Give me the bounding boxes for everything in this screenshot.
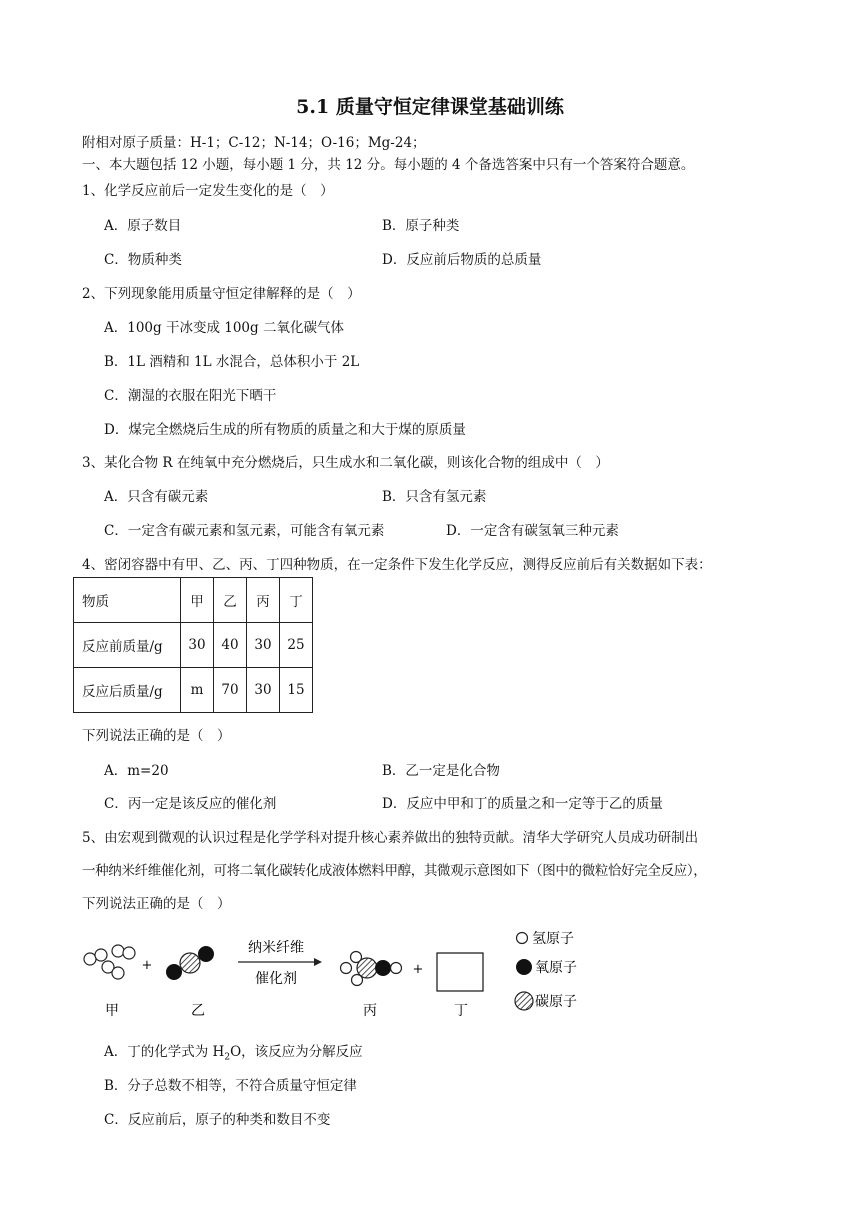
table-cell: 反应后质量/g bbox=[74, 668, 181, 713]
subscript-2: 2 bbox=[224, 1052, 231, 1063]
table-row bbox=[74, 668, 313, 713]
question-4-option-b: B．乙一定是化合物 bbox=[382, 763, 500, 779]
question-2-option-b: B．1L 酒精和 1L 水混合，总体积小于 2L bbox=[104, 354, 360, 370]
question-3-option-a: A．只含有碳元素 bbox=[104, 489, 209, 505]
table-cell: 30 bbox=[247, 623, 280, 668]
table-cell: 15 bbox=[280, 668, 313, 713]
section-instructions: 一、本大题包括 12 小题，每小题 1 分，共 12 分。每小题的 4 个备选答案中只有一个答案符合题意。 bbox=[82, 157, 695, 173]
label-yi: 乙 bbox=[191, 1003, 205, 1019]
plus-sign: + bbox=[412, 962, 424, 977]
option-a-text-part-2: O，该反应为分解反应 bbox=[230, 1044, 363, 1060]
question-1-stem: 1、化学反应前后一定发生变化的是（ ） bbox=[82, 183, 334, 199]
question-3-option-c: C．一定含有碳元素和氢元素，可能含有氧元素 bbox=[104, 523, 385, 539]
option-a-text-part-1: A．丁的化学式为 H bbox=[104, 1044, 225, 1060]
hydrogen-molecules-group bbox=[84, 945, 135, 979]
label-bing: 丙 bbox=[363, 1003, 377, 1019]
question-1-option-b: B．原子种类 bbox=[382, 218, 460, 234]
table-cell: 30 bbox=[247, 668, 280, 713]
question-1-option-c: C．物质种类 bbox=[104, 252, 182, 268]
question-2-option-d: D．煤完全燃烧后生成的所有物质的质量之和大于煤的原质量 bbox=[104, 422, 466, 438]
plus-sign: + bbox=[141, 958, 153, 973]
mass-data-table bbox=[73, 577, 313, 713]
carbon-dioxide-molecule bbox=[166, 946, 214, 980]
table-cell: m bbox=[181, 668, 214, 713]
question-4-stem: 4、密闭容器中有甲、乙、丙、丁四种物质，在一定条件下发生化学反应，测得反应前后有关数据如下表： bbox=[82, 557, 712, 573]
question-2-option-a: A．100g 干冰变成 100g 二氧化碳气体 bbox=[104, 320, 344, 336]
catalyst-label-top: 纳米纤维 bbox=[248, 940, 304, 956]
unknown-product-box bbox=[437, 953, 483, 991]
question-2-stem: 2、下列现象能用质量守恒定律解释的是（ ） bbox=[82, 286, 361, 302]
table-cell: 反应前质量/g bbox=[74, 623, 181, 668]
question-5-stem-line-2: 一种纳米纤维催化剂，可将二氧化碳转化成液体燃料甲醇，其微观示意图如下（图中的微粒恰好完全反应）， bbox=[82, 863, 707, 879]
table-cell: 25 bbox=[280, 623, 313, 668]
oxygen-atom-icon bbox=[516, 959, 532, 975]
label-jia: 甲 bbox=[105, 1003, 119, 1019]
question-5-option-b: B．分子总数不相等，不符合质量守恒定律 bbox=[104, 1078, 357, 1094]
page-title: 5.1 质量守恒定律课堂基础训练 bbox=[296, 96, 564, 118]
catalyst-label-bottom: 催化剂 bbox=[255, 971, 297, 987]
table-header-cell: 甲 bbox=[181, 578, 214, 623]
legend-hydrogen: 氢原子 bbox=[532, 931, 574, 947]
carbon-atom-icon bbox=[515, 992, 533, 1010]
methanol-molecule bbox=[341, 952, 402, 986]
question-2-option-c: C．潮湿的衣服在阳光下晒干 bbox=[104, 388, 277, 404]
question-3-option-d: D．一定含有碳氢氧三种元素 bbox=[446, 523, 619, 539]
table-header-cell: 丙 bbox=[247, 578, 280, 623]
question-4-option-d: D．反应中甲和丁的质量之和一定等于乙的质量 bbox=[382, 796, 663, 812]
question-5-stem-line-3: 下列说法正确的是（ ） bbox=[82, 896, 231, 912]
table-row bbox=[74, 623, 313, 668]
table-header-cell: 丁 bbox=[280, 578, 313, 623]
atomic-mass-note: 附相对原子质量：H-1；C-12；N-14；O-16；Mg-24； bbox=[82, 135, 426, 151]
question-4-option-a: A．m=20 bbox=[104, 763, 169, 779]
question-5-option-a bbox=[104, 1040, 363, 1063]
question-1-option-d: D．反应前后物质的总质量 bbox=[382, 252, 542, 268]
table-header-cell: 物质 bbox=[74, 578, 181, 623]
question-5-stem-line-1: 5、由宏观到微观的认识过程是化学学科对提升核心素养做出的独特贡献。清华大学研究人员成功研制出 bbox=[82, 830, 699, 846]
question-5-option-c: C．反应前后，原子的种类和数目不变 bbox=[104, 1112, 331, 1128]
question-3-option-b: B．只含有氢元素 bbox=[382, 489, 487, 505]
question-4-prompt: 下列说法正确的是（ ） bbox=[82, 728, 231, 744]
table-cell: 70 bbox=[214, 668, 247, 713]
question-4-option-c: C．丙一定是该反应的催化剂 bbox=[104, 796, 277, 812]
hydrogen-atom-icon bbox=[517, 933, 528, 944]
reaction-micro-diagram bbox=[78, 925, 598, 1025]
table-cell: 30 bbox=[181, 623, 214, 668]
table-cell: 40 bbox=[214, 623, 247, 668]
table-header-cell: 乙 bbox=[214, 578, 247, 623]
diagram-legend bbox=[515, 931, 577, 1010]
table-row bbox=[74, 578, 313, 623]
question-1-option-a: A．原子数目 bbox=[104, 218, 182, 234]
label-ding: 丁 bbox=[454, 1003, 468, 1019]
question-3-stem: 3、某化合物 R 在纯氧中充分燃烧后，只生成水和二氧化碳，则该化合物的组成中（ ） bbox=[82, 455, 609, 471]
legend-oxygen: 氧原子 bbox=[535, 960, 577, 976]
legend-carbon: 碳原子 bbox=[535, 994, 577, 1010]
